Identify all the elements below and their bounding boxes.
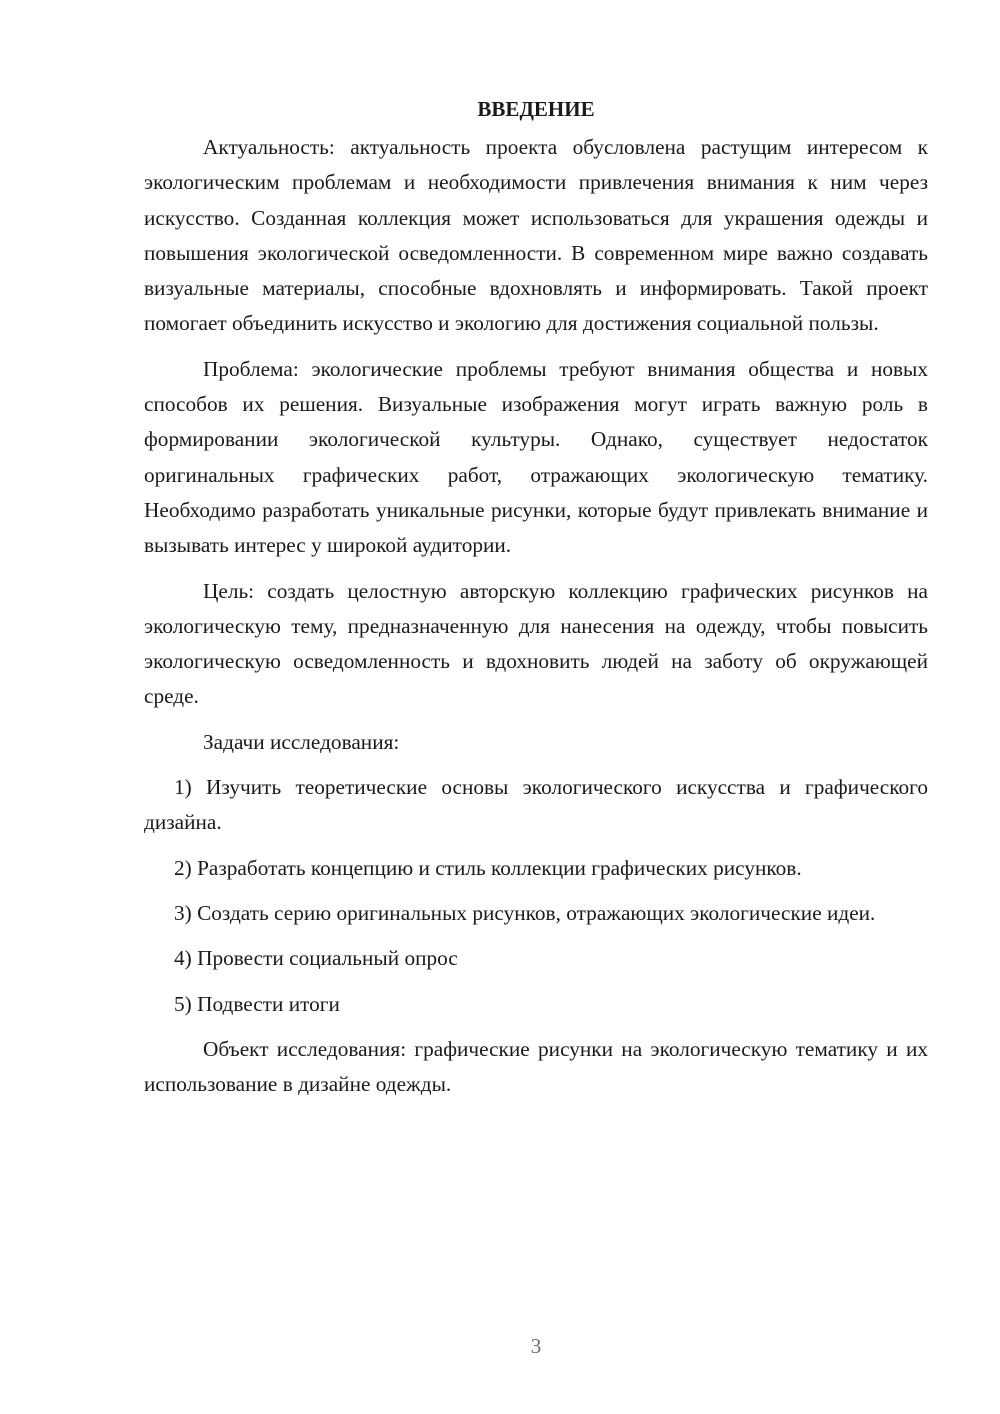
task-item-1: 1) Изучить теоретические основы экологического искусства и графического дизайна. bbox=[144, 775, 928, 835]
task-item-5: 5) Подвести итоги bbox=[174, 991, 340, 1016]
relevance-paragraph: Актуальность: актуальность проекта обусловлена растущим интересом к экологическим проблемам и необходимости привлечения внимания к ним через искусство. Созданная коллекция может использоваться для украшения одежды и повышения экологической осведомленности. В современном мире важно создавать визуальные материалы, способные вдохновлять и информировать. Такой проект помогает объединить искусство и экологию для достижения социальной пользы. bbox=[144, 135, 928, 336]
page-content bbox=[144, 94, 928, 1112]
tasks-title: Задачи исследования: bbox=[203, 729, 400, 754]
task-item-3: 3) Создать серию оригинальных рисунков, отражающих экологические идеи. bbox=[174, 900, 876, 925]
goal-paragraph: Цель: создать целостную авторскую коллекцию графических рисунков на экологическую тему, предназначенную для нанесения на одежду, чтобы повысить экологическую осведомленность и вдохновить людей на заботу об окружающей среде. bbox=[144, 578, 928, 709]
section-heading: ВВЕДЕНИЕ bbox=[477, 97, 595, 121]
page-number: 3 bbox=[530, 1334, 542, 1358]
task-item-2: 2) Разработать концепцию и стиль коллекции графических рисунков. bbox=[174, 855, 802, 880]
problem-paragraph: Проблема: экологические проблемы требуют внимания общества и новых способов их решения. Визуальные изображения могут играть важную роль в формировании экологической культуры. Однако, существует недостаток оригинальных графических работ, отражающих экологическую тематику. Необходимо разработать уникальные рисунки, которые будут привлекать внимание и вызывать интерес у широкой аудитории. bbox=[144, 356, 928, 558]
task-item-4: 4) Провести социальный опрос bbox=[174, 946, 458, 971]
object-paragraph: Объект исследования: графические рисунки на экологическую тематику и их использование в дизайне одежды. bbox=[144, 1036, 928, 1097]
